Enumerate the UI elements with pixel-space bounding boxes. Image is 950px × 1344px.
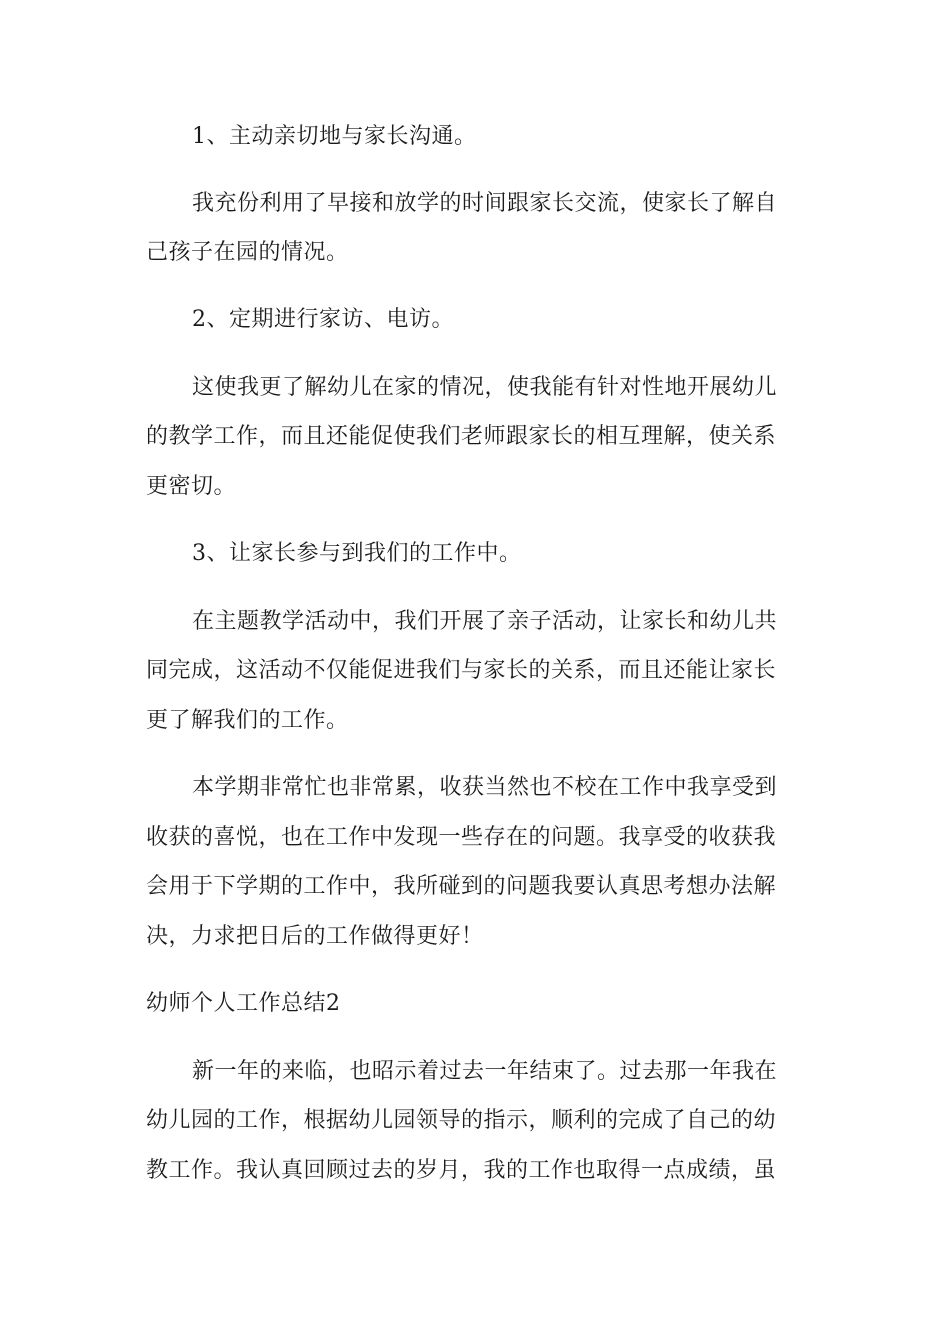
item2-heading: 2、定期进行家访、电访。 [192,307,454,332]
item2-body-line: 更密切。 [146,474,237,499]
closing-paragraph-line: 决，力求把日后的工作做得更好！ [146,924,484,949]
item3-body-line: 同完成，这活动不仅能促进我们与家长的关系，而且还能让家长 [146,658,777,683]
section2-paragraph-line: 新一年的来临，也昭示着过去一年结束了。过去那一年我在 [192,1059,778,1084]
closing-paragraph-line: 本学期非常忙也非常累，收获当然也不校在工作中我享受到 [192,775,778,800]
item1-body-line: 己孩子在园的情况。 [146,240,349,265]
item1-body-line: 我充份利用了早接和放学的时间跟家长交流，使家长了解自 [192,191,778,216]
closing-paragraph-line: 会用于下学期的工作中，我所碰到的问题我要认真思考想办法解 [146,874,777,899]
section2-paragraph-line: 幼儿园的工作，根据幼儿园领导的指示，顺利的完成了自己的幼 [146,1108,777,1133]
item2-body-line: 这使我更了解幼儿在家的情况，使我能有针对性地开展幼儿 [192,375,778,400]
item3-heading: 3、让家长参与到我们的工作中。 [192,541,522,566]
closing-paragraph-line: 收获的喜悦，也在工作中发现一些存在的问题。我享受的收获我 [146,825,777,850]
section2-paragraph-line: 教工作。我认真回顾过去的岁月，我的工作也取得一点成绩，虽 [146,1158,777,1183]
item2-body-line: 的教学工作，而且还能促使我们老师跟家长的相互理解，使关系 [146,424,777,449]
item3-body-line: 更了解我们的工作。 [146,708,349,733]
section-title: 幼师个人工作总结2 [146,991,341,1016]
item1-heading: 1、主动亲切地与家长沟通。 [192,124,477,149]
item3-body-line: 在主题教学活动中，我们开展了亲子活动，让家长和幼儿共 [192,609,778,634]
